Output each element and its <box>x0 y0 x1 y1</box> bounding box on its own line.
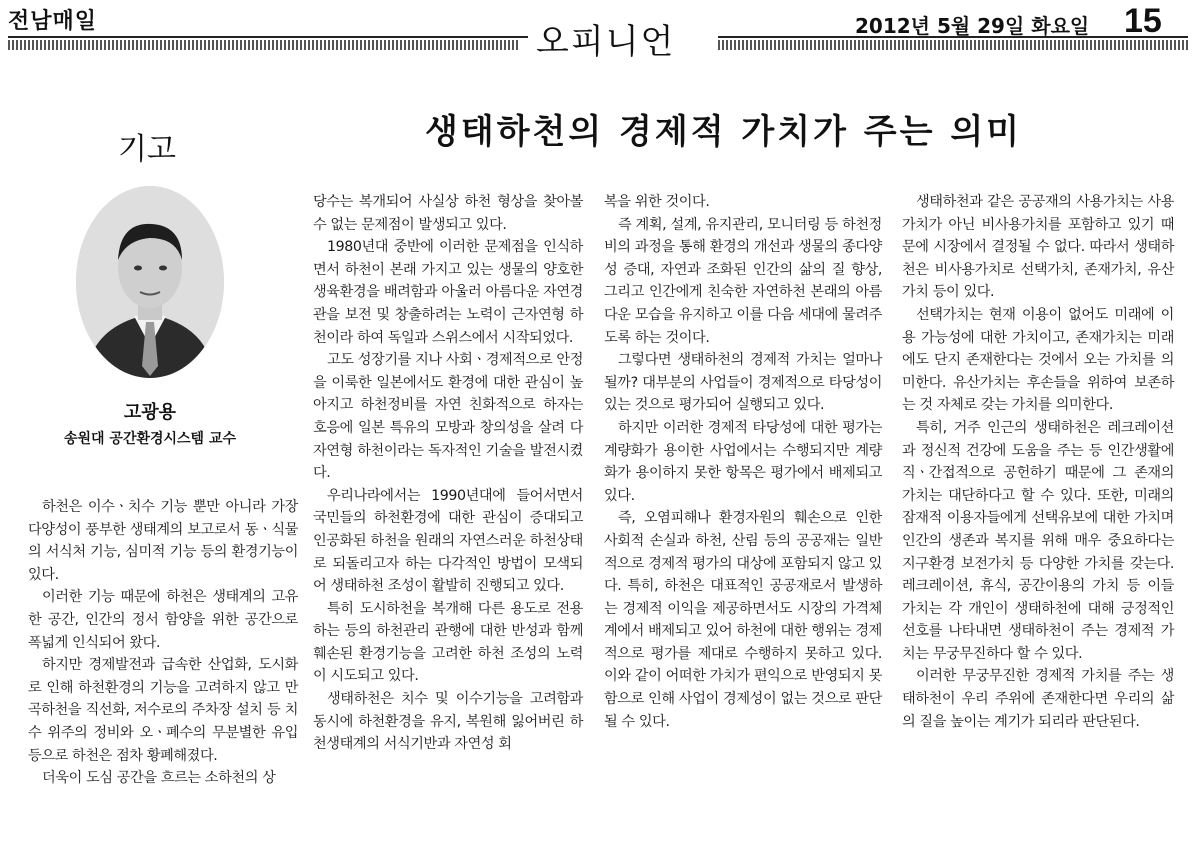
paragraph: 1980년대 중반에 이러한 문제점을 인식하면서 하천이 본래 가지고 있는 생물의 양호한 생육환경을 배려함과 아울러 아름다운 자연경관을 보전 및 창출하려는 노력이 근자연형 하천이라 하여 독일과 스위스에서 시작되었다. <box>313 239 583 346</box>
paragraph: 이러한 기능 때문에 하천은 생태계의 고유한 공간, 인간의 정서 함양을 위한 공간으로 폭넓게 인식되어 왔다. <box>28 589 298 651</box>
paragraph: 선택가치는 현재 이용이 없어도 미래에 이용 가능성에 대한 가치이고, 존재가치는 미래에도 단지 존재한다는 것에서 오는 가치를 의미한다. 유산가치는 후손들을 위하여 보존하는 것 자체로 갖는 가치를 의미한다. <box>902 306 1174 414</box>
paragraph: 생태하천은 치수 및 이수기능을 고려함과 동시에 하천환경을 유지, 복원해 잃어버린 하천생태계의 서식기반과 자연성 회 <box>313 691 583 753</box>
paragraph: 이러한 무궁무진한 경제적 가치를 주는 생태하천이 우리 주위에 존재한다면 우리의 삶의 질을 높이는 계기가 되리라 판단된다. <box>902 668 1174 730</box>
author-photo-drawing <box>76 186 224 378</box>
author-name: 고광용 <box>123 402 177 423</box>
article-kicker: 기고 <box>118 132 176 167</box>
paragraph: 생태하천과 같은 공공재의 사용가치는 사용가치가 아닌 비사용가치를 포함하고 있기 때문에 시장에서 결정될 수 없다. 따라서 생태하천은 비사용가치로 선택가치, 존재가치, 유산가치 등이 있다. <box>902 194 1174 301</box>
article-column-2 <box>313 191 583 756</box>
paragraph: 하지만 경제발전과 급속한 산업화, 도시화로 인해 하천환경의 기능을 고려하지 않고 만곡하천을 직선화, 저수로의 주차장 설치 등 치수 위주의 정비와 오ㆍ폐수의 무분별한 유입 등으로 하천은 점차 황폐해졌다. <box>28 657 298 764</box>
newspaper-name: 전남매일 <box>8 9 98 34</box>
article-headline: 생태하천의 경제적 가치가 주는 의미 <box>425 112 1023 152</box>
paragraph: 즉, 오염피해나 환경자원의 훼손으로 인한 사회적 손실과 하천, 산림 등의 공공재는 일반적으로 경제적 평가의 대상에 포함되지 않고 있다. 특히, 하천은 대표적인 공공재로서 발생하는 경제적 이익을 제공하면서도 시장의 가격체계에서 배제되고 있어 하천에 대한 행위는 경제적으로 평가를 제대로 수행하지 못하고 있다. 이와 같이 어떠한 가치가 편익으로 반영되지 못함으로 인해 사업이 경제성이 없는 것으로 판단될 수 있다. <box>604 510 882 730</box>
paragraph: 고도 성장기를 지나 사회ㆍ경제적으로 안정을 이룩한 일본에서도 환경에 대한 관심이 높아지고 하천정비를 자연 친화적으로 하자는 호응에 일본 특유의 모방과 창의성을 살려 다자연형 하천이라는 독자적인 기술을 발전시켰다. <box>313 352 583 482</box>
paragraph: 하지만 이러한 경제적 타당성에 대한 평가는 계량화가 용이한 사업에서는 수행되지만 계량화가 용이하지 못한 항목은 평가에서 배제되고 있다. <box>604 419 882 504</box>
publication-date: 2012년 5월 29일 화요일 <box>855 14 1090 38</box>
paragraph: 특히, 거주 인근의 생태하천은 레크레이션과 정신적 건강에 도움을 주는 등 인간생활에 직ㆍ간접적으로 공헌하기 때문에 그 존재의 가치는 대단하다고 할 수 있다. 또한, 미래의 잠재적 이용자들에게 선택유보에 대한 가치며 인간의 생존과 복지를 위해 매우 중요하다는 지구환경 보전가치 등 다양한 가치를 갖는다. 레크레이션, 휴식, 공간이용의 가치 등 이들 가치는 각 개인이 생태하천에 대해 긍정적인 선호를 나타내면 생태하천이 주는 경제적 가치는 무궁무진하다 할 수 있다. <box>902 419 1174 662</box>
header-hatch-right <box>718 40 1188 50</box>
paragraph: 복을 위한 것이다. <box>604 194 710 210</box>
header-hatch-left <box>8 40 518 50</box>
masthead <box>0 0 1195 62</box>
section-title: 오피니언 <box>536 22 676 62</box>
paragraph: 더욱이 도심 공간을 흐르는 소하천의 상 <box>42 770 276 787</box>
paragraph: 당수는 복개되어 사실상 하천 형상을 찾아볼 수 없는 문제점이 발생되고 있다. <box>313 194 583 233</box>
author-affiliation: 송원대 공간환경시스템 교수 <box>63 431 237 447</box>
article-column-3 <box>604 191 882 733</box>
header-rule-left <box>8 36 528 38</box>
paragraph: 그렇다면 생태하천의 경제적 가치는 얼마나 될까? 대부분의 사업들이 경제적으로 타당성이 있는 것으로 평가되어 실행되고 있다. <box>604 352 882 414</box>
article-column-4 <box>902 191 1174 733</box>
page-number: 15 <box>1124 2 1162 40</box>
paragraph: 하천은 이수ㆍ치수 기능 뿐만 아니라 가장 다양성이 풍부한 생태계의 보고로서 동ㆍ식물의 서식처 기능, 심미적 기능 등의 환경기능이 있다. <box>28 499 298 583</box>
article-column-1 <box>28 496 298 790</box>
paragraph: 즉 계획, 설계, 유지관리, 모니터링 등 하천정비의 과정을 통해 환경의 개선과 생물의 종다양성 증대, 자연과 조화된 인간의 삶의 질 향상, 그리고 인간에게 친숙한 자연하천 본래의 아름다운 모습을 유지하고 이를 다음 세대에 물려주도록 하는 것이다. <box>604 216 882 346</box>
paragraph: 특히 도시하천을 복개해 다른 용도로 전용하는 등의 하천관리 관행에 대한 반성과 함께 훼손된 환경기능을 고려한 하천 조성의 노력이 시도되고 있다. <box>313 600 583 685</box>
paragraph: 우리나라에서는 1990년대에 들어서면서 국민들의 하천환경에 대한 관심이 증대되고 인공화된 하천을 원래의 자연스러운 하천상태로 되돌리고자 하는 다각적인 방법이 모색되어 생태하천 조성이 활발히 진행되고 있다. <box>313 487 583 595</box>
author-photo <box>76 186 224 378</box>
